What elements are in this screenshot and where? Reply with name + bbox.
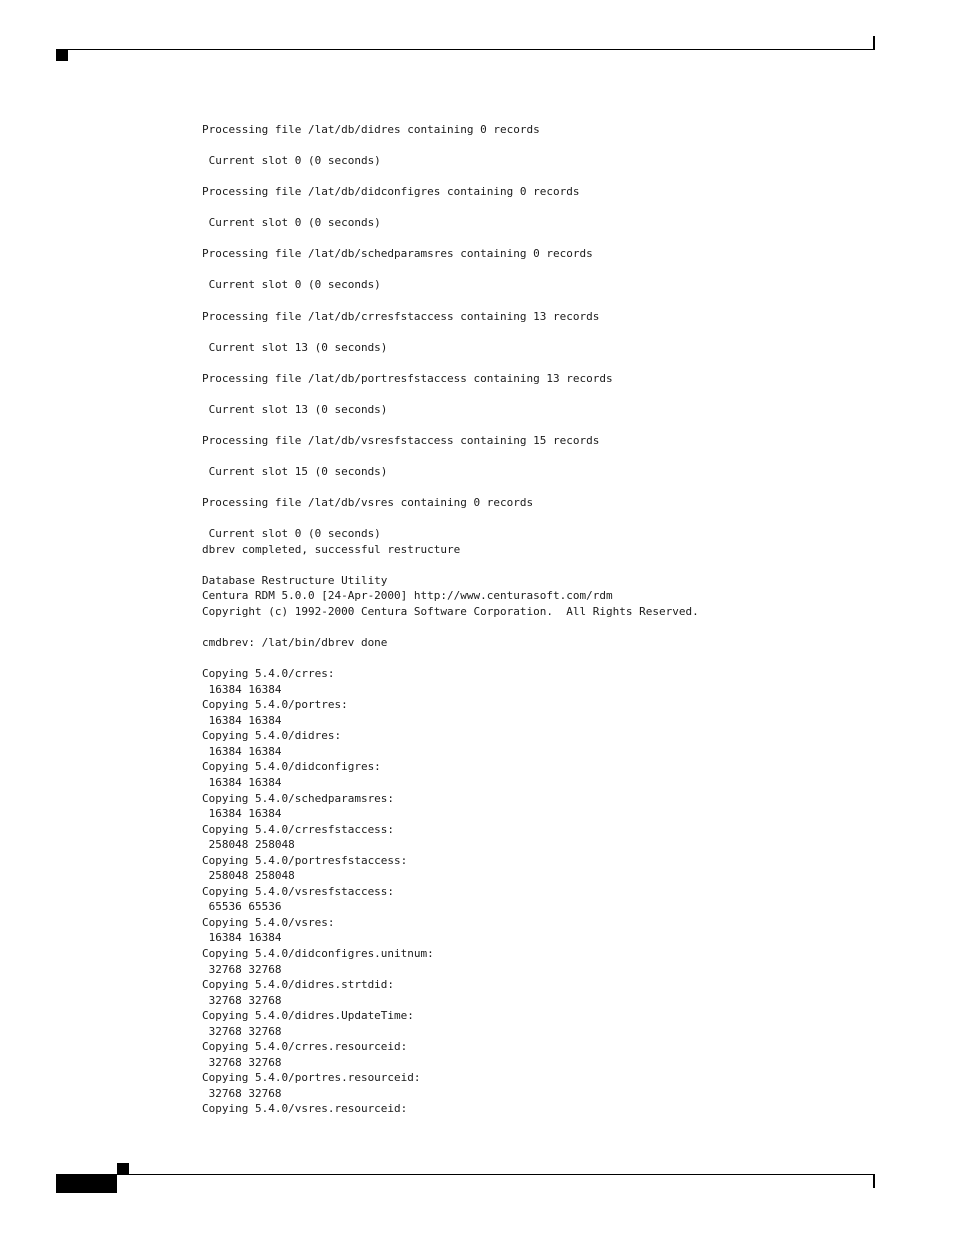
console-line: Processing file /lat/db/crresfstaccess containing 13 records [202, 309, 600, 323]
console-line: Copying 5.4.0/didconfigres.unitnum: [202, 946, 434, 960]
footer-rule [56, 1174, 875, 1175]
console-line: Copying 5.4.0/portresfstaccess: [202, 853, 408, 867]
console-line: Copying 5.4.0/crresfstaccess: [202, 822, 395, 836]
header-corner-mark [56, 50, 68, 61]
console-line: 258048 258048 [202, 838, 295, 852]
console-line: Database Restructure Utility [202, 573, 388, 587]
header-right-tick [873, 36, 875, 50]
console-line: Processing file /lat/db/vsres containing 0 records [202, 496, 534, 510]
console-line: Copying 5.4.0/didres: [202, 729, 342, 743]
console-line: Copying 5.4.0/vsres.resourceid: [202, 1102, 408, 1116]
console-line: 16384 16384 [202, 682, 282, 696]
console-line: 32768 32768 [202, 1024, 282, 1038]
console-line: 16384 16384 [202, 713, 282, 727]
console-line: Processing file /lat/db/vsresfstaccess containing 15 records [202, 433, 600, 447]
console-line: Copying 5.4.0/crres.resourceid: [202, 1040, 408, 1054]
console-output [202, 122, 699, 1117]
console-line: 16384 16384 [202, 744, 282, 758]
console-line: Copying 5.4.0/schedparamsres: [202, 791, 395, 805]
console-line: dbrev completed, successful restructure [202, 542, 461, 556]
header-rule [56, 49, 875, 50]
footer-right-tick [873, 1175, 875, 1188]
console-line: Current slot 13 (0 seconds) [202, 402, 388, 416]
console-line: cmdbrev: /lat/bin/dbrev done [202, 636, 388, 650]
console-line: Copying 5.4.0/didconfigres: [202, 760, 381, 774]
console-line: 32768 32768 [202, 1086, 282, 1100]
console-line: Processing file /lat/db/portresfstaccess containing 13 records [202, 371, 613, 385]
console-line: Copying 5.4.0/vsres: [202, 915, 335, 929]
console-line: 258048 258048 [202, 869, 295, 883]
console-line: Current slot 0 (0 seconds) [202, 216, 381, 230]
console-line: Copying 5.4.0/didres.UpdateTime: [202, 1009, 414, 1023]
console-line: 16384 16384 [202, 807, 282, 821]
console-line: Copying 5.4.0/portres: [202, 698, 348, 712]
console-line: Copyright (c) 1992-2000 Centura Software Corporation. All Rights Reserved. [202, 604, 699, 618]
footer-page-tab [56, 1175, 117, 1193]
console-line: 32768 32768 [202, 1055, 282, 1069]
console-line: Centura RDM 5.0.0 [24-Apr-2000] http://www.centurasoft.com/rdm [202, 589, 613, 603]
footer-square-mark [117, 1163, 129, 1174]
console-line: 65536 65536 [202, 900, 282, 914]
console-line: Copying 5.4.0/didres.strtdid: [202, 978, 395, 992]
console-line: 32768 32768 [202, 993, 282, 1007]
console-line: Processing file /lat/db/didconfigres containing 0 records [202, 185, 580, 199]
console-line: 16384 16384 [202, 931, 282, 945]
console-line: Copying 5.4.0/crres: [202, 667, 335, 681]
console-line: 16384 16384 [202, 775, 282, 789]
console-line: Copying 5.4.0/portres.resourceid: [202, 1071, 421, 1085]
console-line: Current slot 13 (0 seconds) [202, 340, 388, 354]
console-line: Processing file /lat/db/schedparamsres containing 0 records [202, 247, 593, 261]
console-line: Processing file /lat/db/didres containing 0 records [202, 123, 540, 136]
console-line: Current slot 15 (0 seconds) [202, 465, 388, 479]
console-line: 32768 32768 [202, 962, 282, 976]
console-line: Current slot 0 (0 seconds) [202, 154, 381, 168]
console-line: Current slot 0 (0 seconds) [202, 527, 381, 541]
console-line: Current slot 0 (0 seconds) [202, 278, 381, 292]
console-line: Copying 5.4.0/vsresfstaccess: [202, 884, 395, 898]
